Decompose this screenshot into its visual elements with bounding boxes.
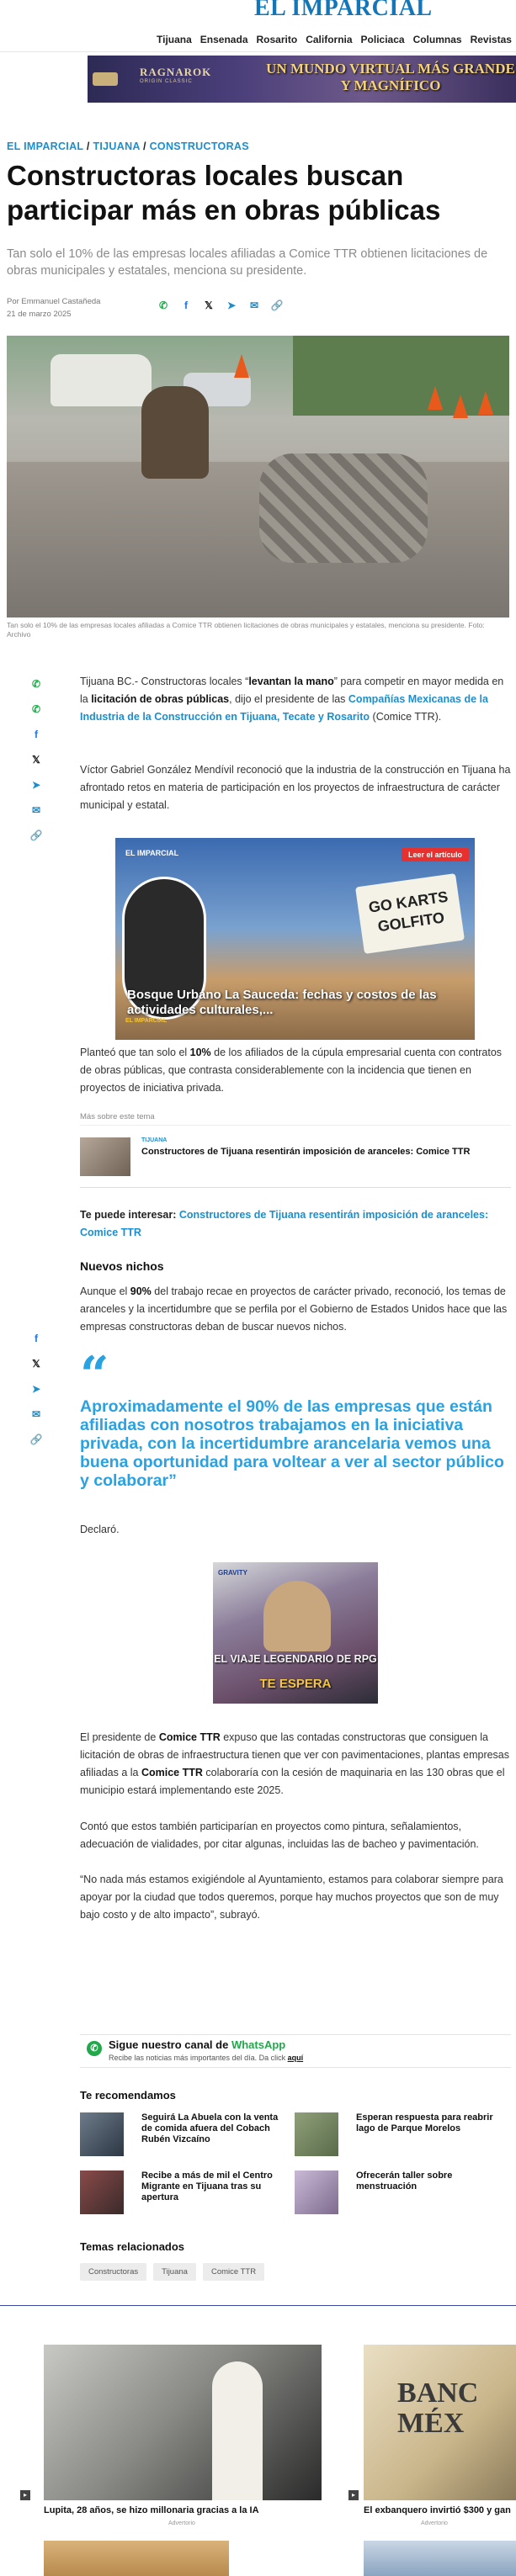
related-article-card[interactable] <box>80 1125 511 1188</box>
feed-image[interactable] <box>44 2541 229 2576</box>
read-article-button[interactable]: Leer el artículo <box>402 848 469 861</box>
nav-item-tijuana[interactable]: Tijuana <box>157 34 192 45</box>
share-bar-top <box>157 299 284 312</box>
recommended-thumbnail <box>295 2112 338 2156</box>
telegram-icon[interactable]: ➤ <box>31 1383 41 1395</box>
recommended-title: Recibe a más de mil el Centro Migrante en Tijuana tras su apertura <box>141 2171 273 2202</box>
article-paragraph: Víctor Gabriel González Mendívil reconoció que la industria de la construcción en Tijuana ha afrontado retos en materia de participación en los proyectos de infraestructura de carácter municipal y estatal. <box>80 764 511 811</box>
article-paragraph: El presidente de Comice TTR expuso que las contadas constructoras que consiguen la licitación de obras de infraestructura tienen que ver con pavimentaciones, plantas empresas afiliadas a la Comice TTR colaboraría con la cesión de maquinaria en las 130 obras que el municipio estará implementando este 2025. <box>80 1731 510 1796</box>
whatsapp-channel-subtitle: Recibe las noticias más importantes del día. Da click aquí <box>109 2054 304 2062</box>
recommended-item[interactable] <box>295 2171 505 2214</box>
email-icon[interactable]: ✉ <box>31 804 41 816</box>
whatsapp-channel-title: Sigue nuestro canal de WhatsApp <box>109 2038 286 2051</box>
x-icon[interactable]: 𝕏 <box>32 1358 40 1370</box>
recommended-thumbnail <box>80 2171 124 2214</box>
article-date: 21 de marzo 2025 <box>7 310 72 319</box>
site-logo[interactable]: EL IMPARCIAL <box>254 0 433 21</box>
x-icon[interactable]: 𝕏 <box>32 754 40 766</box>
section-heading: Nuevos nichos <box>80 1259 164 1273</box>
feed-caption[interactable]: El exbanquero invirtió $300 y gan <box>364 2505 511 2515</box>
topic-chip[interactable]: Tijuana <box>153 2263 196 2281</box>
feed-image[interactable] <box>364 2345 516 2500</box>
breadcrumb <box>7 140 249 152</box>
whatsapp-channel-link[interactable]: aquí <box>287 2054 304 2062</box>
recommendations-title: Te recomendamos <box>80 2089 176 2102</box>
ad-banner[interactable] <box>88 56 516 103</box>
recommended-thumbnail <box>80 2112 124 2156</box>
promo-sign: GO KARTS GOLFITO <box>355 873 465 954</box>
promo-label: EL IMPARCIAL <box>125 1018 168 1024</box>
ad-box-figure <box>263 1581 331 1651</box>
x-icon[interactable]: 𝕏 <box>205 299 213 311</box>
article-author: Por Emmanuel Castañeda <box>7 297 101 306</box>
ad-headline: UN MUNDO VIRTUAL MÁS GRANDE Y MAGNÍFICO <box>266 61 515 93</box>
ad-choices-icon[interactable]: ▸ <box>20 2490 30 2500</box>
pull-quote: Aproximadamente el 90% de las empresas que están afiliadas con nosotros trabajamos en la iniciativa privada, con la incertidumbre arancelaria vemos una buena oportunidad para voltear a ver al sector público y colaborar” <box>80 1397 504 1490</box>
hero-cone <box>453 395 468 418</box>
whatsapp-channel-box <box>80 2034 511 2068</box>
nav-item-california[interactable]: California <box>306 34 353 45</box>
more-on-topic-label: Más sobre este tema <box>80 1112 155 1121</box>
share-sidebar-lower <box>29 1332 43 1446</box>
hero-caption: Tan solo el 10% de las empresas locales afiliadas a Comice TTR obtienen licitaciones de obras municipales y estatales, menciona su presidente. Foto: Archivo <box>7 621 485 639</box>
whatsapp-icon[interactable]: ✆ <box>31 678 41 690</box>
ad-brand-name: RAGNAROK <box>140 66 212 78</box>
related-article-tag: TIJUANA <box>141 1137 168 1143</box>
topic-chip[interactable]: Constructoras <box>80 2263 146 2281</box>
email-icon[interactable]: ✉ <box>249 299 259 311</box>
article-paragraph: Contó que estos también participarían en proyectos como pintura, señalamientos, adecuación de vialidades, por citar algunas, incluidas las de bacheo y pavimentación. <box>80 1821 479 1850</box>
related-article-title: Constructores de Tijuana resentirán imposición de aranceles: Comice TTR <box>141 1147 471 1157</box>
breadcrumb-item-constructoras[interactable]: CONSTRUCTORAS <box>149 140 249 152</box>
hero-paver-pile <box>259 453 428 563</box>
nav-item-rosarito[interactable]: Rosarito <box>256 34 298 45</box>
recommended-thumbnail <box>295 2171 338 2214</box>
you-may-like: Te puede interesar: Constructores de Tijuana resentirán imposición de aranceles: Comice TTR <box>80 1209 489 1238</box>
hero-street <box>7 462 509 617</box>
recommended-item[interactable] <box>295 2112 505 2156</box>
ad-box-line1: EL VIAJE LEGENDARIO DE RPG <box>214 1653 377 1665</box>
recommended-title: Esperan respuesta para reabrir lago de Parque Morelos <box>356 2112 493 2133</box>
hero-cone <box>428 386 443 410</box>
you-may-like-link[interactable]: Constructores de Tijuana resentirán imposición de aranceles: Comice TTR <box>80 1209 489 1238</box>
hero-cone <box>234 354 249 378</box>
feed-image[interactable] <box>44 2345 322 2500</box>
recommended-title: Seguirá La Abuela con la venta de comida afuera del Cobach Rubén Vizcaíno <box>141 2112 279 2144</box>
whatsapp-icon: ✆ <box>87 2041 102 2056</box>
site-header <box>0 0 516 52</box>
article-title: Constructoras locales buscan participar más en obras públicas <box>7 160 441 225</box>
hero-trees <box>293 336 509 416</box>
share-sidebar <box>29 677 43 842</box>
promo-caption: Bosque Urbano La Sauceda: fechas y costos de las actividades culturales,... <box>127 988 437 1017</box>
ad-choices-icon[interactable]: ▸ <box>348 2490 359 2500</box>
nav-item-columnas[interactable]: Columnas <box>412 34 462 45</box>
facebook-icon[interactable]: f <box>35 1333 38 1344</box>
breadcrumb-separator: / <box>86 140 90 152</box>
article-paragraph: Aunque el 90% del trabajo recae en proyectos de carácter privado, reconoció, los temas de aranceles y la incertidumbre que se perfila por el Gobierno de Estados Unidos hace que las empresas constructoras deban de buscar nuevos nichos. <box>80 1285 508 1333</box>
hero-worker <box>141 386 209 479</box>
feed-image[interactable] <box>364 2541 516 2576</box>
recommended-item[interactable] <box>80 2171 290 2214</box>
recommended-item[interactable] <box>80 2112 290 2156</box>
inline-link[interactable]: Compañías Mexicanas de la Industria de la Construcción en Tijuana, Tecate y Rosarito <box>80 693 488 723</box>
recommended-title: Ofrecerán taller sobre menstruación <box>356 2171 453 2192</box>
feed-image-person <box>212 2361 263 2500</box>
quote-mark-icon: “ <box>80 1346 109 1405</box>
whatsapp-icon[interactable]: ✆ <box>158 299 168 311</box>
nav-item-policiaca[interactable]: Policiaca <box>360 34 405 45</box>
ad-box-brand: GRAVITY <box>218 1569 247 1577</box>
email-icon[interactable]: ✉ <box>31 1408 41 1420</box>
facebook-icon[interactable]: f <box>35 729 38 740</box>
link-icon[interactable]: 🔗 <box>270 299 284 311</box>
feed-source: Advertorio <box>168 2520 195 2526</box>
article-paragraph: Tijuana BC.- Constructoras locales “levantan la mano” para competir en mayor medida en la licitación de obras públicas, dijo el presidente de las Compañías Mexicanas de la Industria de la Construcción en Tijuana, Tecate y Rosarito (Comice TTR). <box>80 676 504 723</box>
article-paragraph: Planteó que tan solo el 10% de los afiliados de la cúpula empresarial cuenta con contratos de obras públicas, que contrasta considerablemente con la incidencia que tienen en proyectos de iniciativa privada. <box>80 1047 503 1094</box>
topic-chip[interactable]: Comice TTR <box>203 2263 264 2281</box>
article-paragraph: “No nada más estamos exigiéndole al Ayuntamiento, estamos para colaborar siempre para apoyar por la ciudad que todos queremos, porque hay muchos proyectos que son de muy bajo costo y de alto impacto”, subrayó. <box>80 1874 503 1921</box>
ad-box[interactable] <box>213 1562 378 1704</box>
link-icon[interactable]: 🔗 <box>29 830 43 841</box>
nav-item-ensenada[interactable]: Ensenada <box>199 34 248 45</box>
telegram-icon[interactable]: ➤ <box>31 779 41 791</box>
main-nav <box>157 34 512 45</box>
telegram-icon[interactable]: ➤ <box>226 299 237 311</box>
nav-item-revistas[interactable]: Revistas <box>470 34 512 45</box>
related-article-thumbnail <box>80 1137 130 1176</box>
hero-cone <box>478 391 493 415</box>
breadcrumb-item-tijuana[interactable]: TIJUANA <box>93 140 141 152</box>
article-paragraph: Declaró. <box>80 1524 120 1535</box>
promo-card[interactable] <box>115 838 475 1040</box>
article-subtitle: Tan solo el 10% de las empresas locales afiliadas a Comice TTR obtienen licitaciones de obras municipales y estatales, menciona su presidente. <box>7 247 488 278</box>
whatsapp-icon[interactable]: ✆ <box>31 703 41 715</box>
ad-box-line2: TE ESPERA <box>259 1677 332 1691</box>
feed-caption[interactable]: Lupita, 28 años, se hizo millonaria gracias a la IA <box>44 2505 259 2515</box>
related-topics-title: Temas relacionados <box>80 2240 185 2253</box>
feed-image-bank-sign: BANC MÉX <box>397 2377 479 2439</box>
ad-brand-sub: ORIGIN CLASSIC <box>140 79 193 84</box>
topic-chips <box>80 2263 264 2281</box>
breadcrumb-item-home[interactable]: EL IMPARCIAL <box>7 140 84 152</box>
breadcrumb-separator: / <box>143 140 146 152</box>
hero-car <box>51 354 152 406</box>
facebook-icon[interactable]: f <box>184 299 188 311</box>
link-icon[interactable]: 🔗 <box>29 1434 43 1445</box>
hero-image <box>7 336 509 617</box>
feed-source: Advertorio <box>421 2520 448 2526</box>
section-divider <box>0 2305 516 2306</box>
promo-brand: EL IMPARCIAL <box>125 849 179 857</box>
ad-logo <box>93 72 118 86</box>
